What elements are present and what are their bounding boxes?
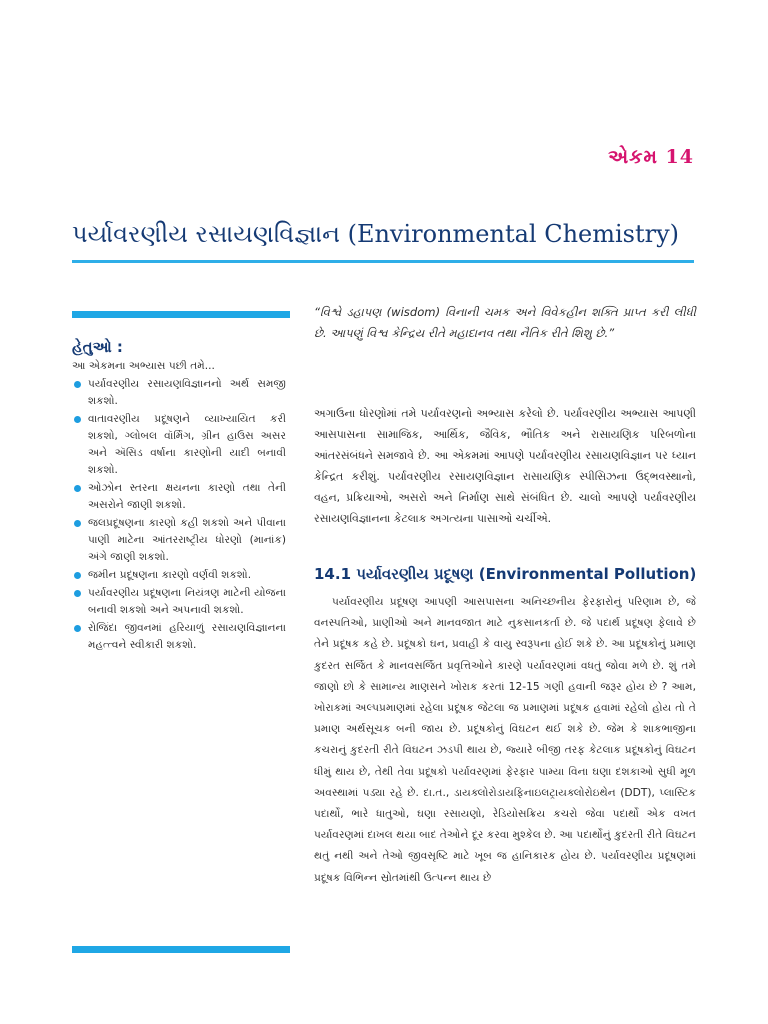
sidebar-top-bar [72, 311, 290, 318]
bullet-icon [74, 590, 81, 597]
intro-paragraph: અગાઉના ધોરણોમાં તમે પર્યાવરણનો અભ્યાસ કરેલો છે. પર્યાવરણીય અભ્યાસ આપણી આસપાસના સામાજિક, આર્થિક, જૈવિક, ભૌતિક અને રાસાયણિક પરિબળોના આંતરસંબંધને સમજાવે છે. આ એકમમાં આપણે પર્યાવરણીય રસાયણવિજ્ઞાન પર ધ્યાન કેન્દ્રિત કરીશું. પર્યાવરણીય રસાયણવિજ્ઞાન રાસાયણિક સ્પીસિઝના ઉદ્ભવસ્થાનો, વહન, પ્રક્રિયાઓ, અસરો અને નિર્માણ સાથે સંબંધિત છે. ચાલો આપણે પર્યાવરણીય રસાયણવિજ્ઞાનના કેટલાક અગત્યના પાસાઓ ચર્ચીએ. [314, 407, 696, 525]
objective-text: વાતાવરણીય પ્રદૂષણને વ્યાખ્યાયિત કરી શકશો, ગ્લોબલ વૉર્મિંગ, ગ્રીન હાઉસ અસર અને ઍસિડ વર્ષાના કારણોની યાદી બનાવી શકશો. [88, 413, 286, 476]
bullet-icon [74, 485, 81, 492]
objective-item [72, 515, 286, 566]
bullet-icon [74, 625, 81, 632]
objective-item [72, 585, 286, 619]
objectives-list [72, 376, 286, 654]
objective-text: પર્યાવરણીય રસાયણવિજ્ઞાનનો અર્થ સમજી શકશો. [88, 378, 286, 407]
bullet-icon [74, 520, 81, 527]
objective-item [72, 480, 286, 514]
bullet-icon [74, 572, 81, 579]
epigraph-quote: “વિશ્વે ડહાપણ (wisdom) વિનાની ચમક અને વિવેકહીન શક્તિ પ્રાપ્ત કરી લીધી છે. આપણું વિશ્વ કેન્દ્રિય રીતે મહાદાનવ તથા નૈતિક રીતે શિશુ છે.” [314, 305, 696, 340]
objective-text: પર્યાવરણીય પ્રદૂષણના નિયંત્રણ માટેની યોજના બનાવી શકશો અને અપનાવી શકશો. [88, 587, 286, 616]
objectives-heading: હેતુઓ : [72, 338, 123, 356]
objective-text: ઓઝોન સ્તરના ક્ષયનના કારણો તથા તેની અસરોને જાણી શકશો. [88, 482, 286, 511]
section-heading: 14.1 પર્યાવરણીય પ્રદૂષણ (Environmental Pollution) [314, 565, 697, 583]
title-rule [72, 260, 694, 263]
bullet-icon [74, 381, 81, 388]
section-paragraph: પર્યાવરણીય પ્રદૂષણ આપણી આસપાસના અનિચ્છનીય ફેરફારોનું પરિણામ છે, જે વનસ્પતિઓ, પ્રાણીઓ અને માનવજાત માટે નુકસાનકર્તા છે. જે પદાર્થ પ્રદૂષણ ફેલાવે છે તેને પ્રદૂષક કહે છે. પ્રદૂષકો ઘન, પ્રવાહી કે વાયુ સ્વરૂપના હોઈ શકે છે. આ પ્રદૂષકોનું પ્રમાણ કુદરત સર્જિત કે માનવસર્જિત પ્રવૃત્તિઓને કારણે પર્યાવરણમાં વધતું જોવા મળે છે. શું તમે જાણો છો કે સામાન્ય માણસને ખોરાક કરતાં 12-15 ગણી હવાની જરૂર હોય છે ? આમ, ખોરાકમાં અલ્પપ્રમાણમાં રહેલા પ્રદૂષક જેટલા જ પ્રમાણમાં પ્રદૂષક હવામાં રહેલો હોય તો તે પ્રમાણ અર્થસૂચક બની જાય છે. પ્રદૂષકોનું વિઘટન થઈ શકે છે. જેમ કે શાકભાજીના કચરાનું કુદરતી રીતે વિઘટન ઝડપી થાય છે, જ્યારે બીજી તરફ કેટલાક પ્રદૂષકોનું વિઘટન ધીમું થાય છે, તેથી તેવા પ્રદૂષકો પર્યાવરણમાં ફેરફાર પામ્યા વિના ઘણા દશકાઓ સુધી મૂળ અવસ્થામાં પડ્યા રહે છે. દા.ત., ડાયક્લોરોડાયફિનાઇલટ્રાયક્લોરોઇથેન (DDT), પ્લાસ્ટિક પદાર્થો, ભારે ધાતુઓ, ઘણા રસાયણો, રેડિયોસક્રિય કચરો જેવા પદાર્થો એક વખત પર્યાવરણમાં દાખલ થયા બાદ તેઓને દૂર કરવા મુશ્કેલ છે. આ પદાર્થોનું કુદરતી રીતે વિઘટન થતું નથી અને તેઓ જીવસૃષ્ટિ માટે ખૂબ જ હાનિકારક હોય છે. પર્યાવરણીય પ્રદૂષણમાં પ્રદૂષક વિભિન્ન સ્રોતમાંથી ઉત્પન્ન થાય છે [314, 595, 696, 884]
objectives-intro: આ એકમના અભ્યાસ પછી તમે... [72, 360, 215, 372]
bullet-icon [74, 416, 81, 423]
objective-item [72, 620, 286, 654]
unit-label: એકમ 14 [608, 146, 694, 168]
sidebar-bottom-bar [72, 946, 290, 953]
objective-text: રોજિંદા જીવનમાં હરિયાળું રસાયણવિજ્ઞાનના મહત્ત્વને સ્વીકારી શકશો. [88, 622, 286, 651]
objective-item [72, 567, 286, 584]
objective-text: જમીન પ્રદૂષણના કારણો વર્ણવી શકશો. [88, 569, 252, 581]
chapter-title: પર્યાવરણીય રસાયણવિજ્ઞાન (Environmental Chemistry) [72, 220, 680, 248]
objective-text: જલપ્રદૂષણના કારણો કહી શકશો અને પીવાના પાણી માટેના આંતરરાષ્ટ્રીય ધોરણો (માનાંક) અંગે જાણી શકશો. [88, 517, 286, 563]
objectives-sidebar [72, 358, 286, 655]
objective-item [72, 411, 286, 479]
objective-item [72, 376, 286, 410]
